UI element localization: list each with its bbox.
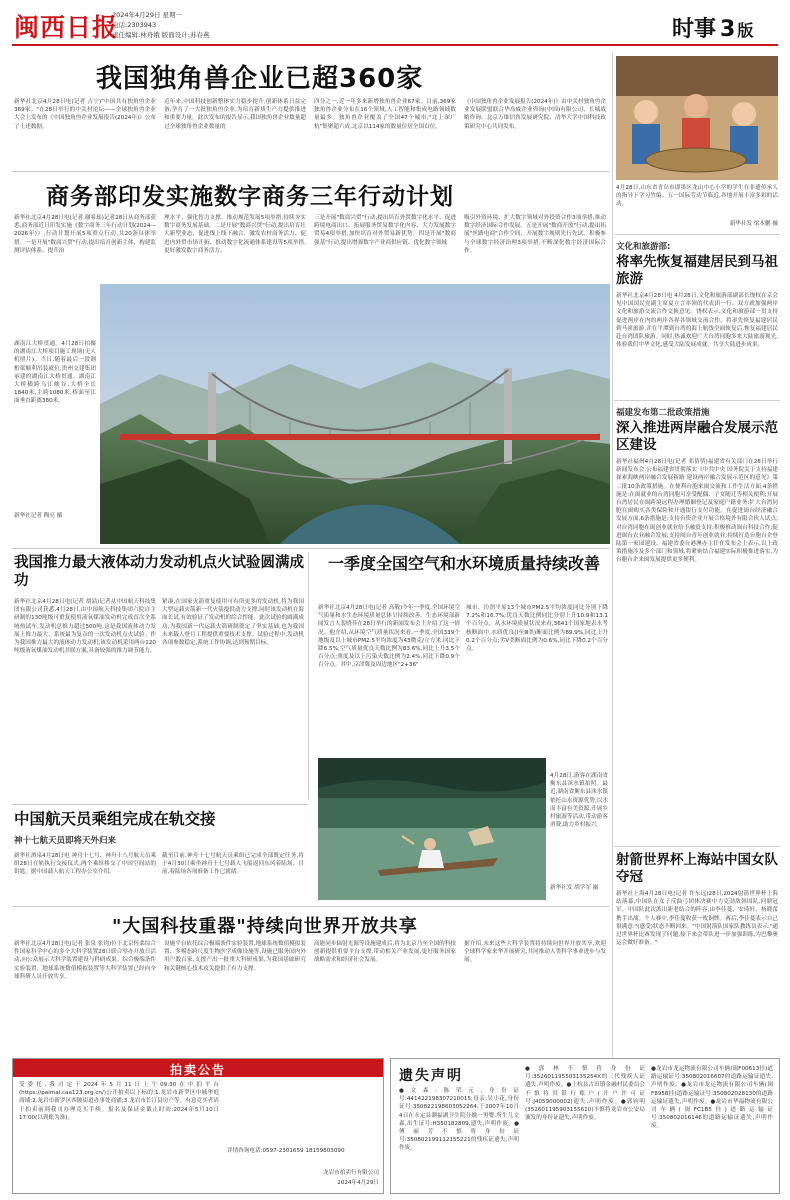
- commerce-col-1: 新华社北京4月28日电(记者 谢希瑶)记者28日从商务部获悉,商务部近日印发实施《数字商务三年行动计划(2024—2026年)》,行动计划开展5项重点行动,共20条具体举措。一是开展"数商兴贸"行动,提出培育创新主体、构建监测评估体系、提升治: [14, 215, 156, 254]
- space-col-2: 截至目前,神舟十七号航天员乘组已完成全部既定任务,将于4月30日乘坐神舟十七号载人飞船返回东风着陆场。目前,着陆场各项准备工作已就绪。: [162, 853, 304, 876]
- lost-notice: [390, 1058, 780, 1194]
- lake-photo: [318, 758, 546, 900]
- lost-col-1: ●文森:陈荣元,身份证号:441422198307210015;母亲:吴小花,身份证号:350822198603052264,于2007年10月4日在永定县潮福湖卫生院分娩一男婴,所生儿文森,出生证号:H350182809,遗失,声明作废。●傅丽芳不慎将身份证号:350802199112155221的残疾证遗失,声明作废。: [399, 1088, 519, 1152]
- headline-engine: 我国推力最大液体动力发动机点火试验圆满成功: [14, 555, 304, 590]
- masthead-phone: 电话:2303943: [112, 21, 157, 29]
- children-weaving-illustration: [616, 56, 778, 180]
- auction-body: 受委托,我司定于2024年5月11日上午09:30在中拍平台(https://paimai.caa123.org.cn/)公开拍卖以下标的:1.龙岩市新罗区中城华庭商铺;2.龙岩市新罗区西陂街道办事处商铺;3.龙岩市长汀县房产等。有意竞买者请于拍卖前到我司办理竞买手续。报名及保证金截止时间:2024年5月10日17:00(以到账为准)。: [19, 1082, 219, 1121]
- unicorn-col-2: 近年来,中国科技创新整体实力稳步提升,创新体系日益完备,孕育了一大批独角兽企业,为培育新质生产力提供推进和重要力量。此次发布的报告显示,我国独角兽企业数量超过全球独角兽企业数量的: [164, 99, 306, 130]
- science-col-3: 高能同步辐射光源等设施建成后,将为北京乃至全国的科技创新提供重要平台支撑,带动相关产业发展,更好服务国家战略需求和经济社会发展。: [314, 941, 456, 964]
- headline-commerce: 商务部印发实施数字商务三年行动计划: [46, 184, 454, 210]
- masthead-rule: [12, 44, 778, 46]
- column-divider: [308, 552, 309, 800]
- air-col-2: 城市、汾渭平原13个城市PM2.5平均浓度同比分别下降7.2%和16.7%;优良天数比例同比分别上升10.9和13.1个百分点。从水环境质量状况来看,3641个国家地表水考核断面中,水质优良(Ⅰ至Ⅲ类)断面比例为89.9%,同比上升0.2个百分点;劣Ⅴ类断面比例为0.6%,同比下降0.2个百分点。: [466, 605, 608, 653]
- lost-title: 遗失声明: [399, 1068, 463, 1084]
- kicker-crossstrait: 福建发布第二批政策措施: [616, 408, 710, 418]
- column-divider: [612, 52, 613, 1057]
- commerce-col-4: 吸引外资环境、扩大数字领域对外投资合作3项举措,推动数字经济国际合作发展。五是开展"数商开放"行动,提出拓展"丝路电商"合作空间、开展数字规则先行先试、积极参与全球数字经济治理3项举措,不断深化数字经济国际合作。: [464, 215, 606, 254]
- lost-col-2: ●郭林不慎将身份证号:352601195503135254X的三代残疾人证遗失,声明作废。●上杭县古田镇金融村民委员会不慎将其银行账户(开户许可证号:J4059000002)遗失,声明作废。●郭钧明(352601195903155610)不慎将龙岩市公安局颁发的身份证遗失,声明作废。: [525, 1066, 645, 1122]
- masthead-date: 2024年4月29日 星期一: [112, 11, 183, 19]
- auction-title: 拍卖公告: [169, 1063, 226, 1077]
- crossstrait-body: 新华社福州4月28日电(记者 邓倩倩)福建省有关部门在28日举行新闻发布会,公布福建省贯彻落实《中共中央 国务院关于支持福建探索海峡两岸融合发展新路 建设两岸融合发展示范区的意见》第二批10条政策措施。在便利台胞来闽交流和工作生活方面,4条措施是:在闽就业的台湾同胞可享受配偶、子女随迁等相关便利;开展台湾居民在闽跨境远程办理婚姻登记及家庭户籍业务;扩大台湾同胞在闽购买各类保险和开通银行支付功能。在促进闽台经济融合发展方面,6条措施是:支持台资企业开展合格境外有限合伙人试点;对台湾同胞在闽创业就业给予融资支持;积极推动闽台科技合作;促进闽台农业融合发展;支持闽台青年创业就业;持续打造台胞台企登陆第一家园建设。福建省委台港澳办主任在发布会上表示,以上政策措施涉及多个部门和领域,将紧密结合福建实际积极推进落实,为台胞台企来闽发展提供更多便利。: [616, 459, 778, 564]
- bridge-illustration: [100, 284, 610, 544]
- science-col-2: 设施平台依托综合极端条件实验装置,地球系统数值模拟装置、多模态跨尺度生物医学成像设施等,设施已服务国内外用户数百家,支撑产出一批重大科研成果,为我国基础研究和关键核心技术攻关提供了有力支撑。: [164, 941, 306, 972]
- divider: [614, 400, 780, 401]
- commerce-col-3: 三是开展"数商兴贸"行动,提出培育外贸数字化水平、促进跨境电商出口、拓展服务贸易数字化内容、大力发展数字贸易4项举措,加快培育对外贸易新优势。四是开展"数商强基"行动,提出增强数字产业商供应链、优化数字领域: [314, 215, 456, 246]
- lake-caption: 4月28日,游客在湖南省衡东县洣水镇拍照。最近,湖南省衡东县洣水镇依托山水资源优势,以水而丰富有美资源,开展乡村旅游等活动,带动游客消费,助力乡村振兴。: [550, 773, 608, 829]
- headline-tourism: 将率先恢复福建居民到马祖旅游: [616, 254, 778, 287]
- tourism-body: 新华社北京4月28日电 4月28日,文化和旅游部副部长饶权在京会见中国国民党副主席夏立言率领的代表团一行。双方就加强两岸文化和旅游交流合作交换意见。饶权表示,文化和旅游部一贯支持促进两岸在内的两岸各界各领域交流合作。将率先恢复福建居民到马祖旅游,并在平潭到台湾的海上航线全面恢复后,恢复福建居民赴台湾团队旅游。同时,热诚欢迎广大台湾同胞多来大陆旅游观光,体验我们中华文化,感受大陆发展成就。共享大陆进步成果。: [616, 293, 778, 349]
- headline-crossstrait: 深入推进两岸融合发展示范区建设: [616, 420, 778, 453]
- subhead-space: 神十七航天员即将天外归来: [14, 836, 117, 846]
- auction-company: 龙岩市拍卖行有限公司: [323, 1170, 379, 1176]
- section-name: 时事: [672, 17, 717, 42]
- children-caption: 4月28日,山东省青岛市即墨区龙山中心小学的学生在非遗传承人的指导下学习竹编。五一国际劳动节临近,各地开展丰富多彩的活动。: [616, 185, 778, 208]
- headline-archery: 射箭世界杯上海站中国女队夺冠: [616, 852, 778, 885]
- page-unit: 版: [737, 21, 754, 40]
- air-col-1: 新华社北京4月28日电(记者 高敬)今年一季度,全国环境空气质量和水生态环境质量总体呈持续改善。生态环境部新闻发言人裴晓菲在28日举行的新闻发布会上介绍了这一情况。他介绍,从环境空气质量状况来看,一季度,全国339个地级及以上城市PM2.5平均浓度为43微克/立方米,同比下降6.5%;空气质量优良天数比例为83.6%,同比上升3.5个百分点;重度及以上污染天数比例为2.4%,同比下降0.9个百分点。其中,京津冀及周边地区"2+36": [318, 605, 460, 669]
- space-col-1: 新华社酒泉4月28日电 神舟十七号、神舟十八号航天员乘组28日在轨执行交接仪式,两个乘组移交了中国空间站的钥匙。据中国载人航天工程办公室介绍,: [14, 853, 156, 876]
- unicorn-col-3: 四分之一,近一年多来新增独角兽企业67家。目前,369家独角兽企业分布在16个领域,人工智能和集成电路领域数量最多。独角兽企业覆盖了全国47个城市,"北上深广杭"集聚超六成,北京以114家的数量位居全国首位。: [314, 99, 456, 130]
- headline-unicorn: 我国独角兽企业已超360家: [96, 64, 424, 94]
- divider: [12, 171, 610, 172]
- children-credit: 新华社发 梁本鹏 摄: [729, 221, 778, 227]
- engine-col-1: 新华社北京4月28日电(记者 胡喆)记者从中国航天科技集团有限公司获悉,4月28日,由中国航天科技集团六院自主研制的130吨级可重复使用液氧煤油发动机完成首次全系统热试车,发动机总推力超过500吨,这是我国液体动力发展上推力最大、系统最为复杂的一次发动机点火试验。作为我国推力最大的液体动力发动机,该发动机采用两台120吨级液氧煤油发动机并联方案,具备较强的推力调节能力。: [14, 599, 156, 655]
- lake-illustration: [318, 758, 546, 900]
- masthead-editor: 责任编辑:林舟娥 版面设计:苏春燕: [112, 31, 210, 39]
- archery-body: 新华社上海4月28日电(记者 许东远)28日,2024射箭世界杯上海站落幕,中国队在女子反曲弓团体决赛中力克劲敌韩国队,问鼎冠军。中国队此次派出新老结合的阵容,由李佳蔓、安琦轩、杨晓蕾携手出战。个人赛中,李佳蔓收获一枚铜牌。赛后,李佳蔓表示自己很满意:"(感受)状态不断回来。"中国射箭队国家队教练员表示:"通过世界杯比赛发现了问题,接下来会带队进一步加强训练,为巴黎奥运会做好准备。": [616, 891, 778, 947]
- engine-col-2: 紧凑,在国家火箭重复使用可有所更多的发动机,将为我国大型运载火箭新一代火箭提供动力支撑,同时该发动机在海面长试,有效验证了发动机的综合性能。此次试验的圆满成功,为我国新一代运载火箭研制奠定了坚实基础,也为我国未来载人登月工程提供重要技术支撑。试验过程中,发动机各项参数稳定,系统工作协调,达到预期目标。: [162, 599, 304, 647]
- divider: [12, 804, 308, 805]
- divider: [614, 234, 780, 235]
- divider: [12, 906, 610, 907]
- commerce-col-2: 理水平、强化智力支撑、推动规范发展5项举措,持续夯实数字商务发展基础。二是开展"数商兴贸"行动,提出培育壮大新型业态、促进线上线下融合、激发农村商务活力、促进内外贸市场开拓、推动数字化流通体系建设等5项举措,更好激发数字商务活力。: [164, 215, 306, 254]
- bridge-photo: [100, 284, 610, 544]
- kicker-tourism: 文化和旅游部:: [616, 242, 671, 252]
- children-photo: [616, 56, 778, 180]
- divider: [12, 548, 610, 549]
- auction-contact: 详情咨询电话:0597-2301659 18159803090: [227, 1148, 345, 1154]
- auction-date: 2024年4月29日: [337, 1180, 379, 1186]
- lost-col-3: ●龙岩市龙运物流有限公司车辆(闽F00613挂)道路运输证号:350802016607的道路运输证遗失,声明作废。●龙岩市龙运物流有限公司车辆(闽F8958挂)道路运输证号:350802028130的道路运输证遗失,声明作废。●龙岩市华福物流有限公司车辆(闽FC1B5挂)道路运输证号:350802016146的道路运输证遗失,声明作废。: [651, 1066, 773, 1130]
- science-col-1: 新华社北京4月28日电(记者 张泉 张钧)位于北京怀柔综合性国家科学中心的多个大科学装置28日联合举办开放日活动,向公众展示大科学装置建设与科研成果。综合极端条件实验装置、地球系统数值模拟装置等大科学装置已经向全球科研人员开放共享。: [14, 941, 156, 980]
- unicorn-col-4: 《中国独角兽企业发展报告(2024年)》由中关村独角兽企业发展联盟联合华岛威企业咨询(中国)有限公司、长城战略咨询、北京万维信咨发展研究院、清华大学中国科技政策研究中心共同发布。: [464, 99, 606, 130]
- headline-science: "大国科技重器"持续向世界开放共享: [112, 916, 418, 937]
- lake-credit: 新华社发 胡学军 摄: [550, 885, 599, 891]
- science-col-4: 据介绍,未来这些大科学装置将持续向世界开放共享,欢迎全球科学家来华开展研究,共同推动人类科学事业进步与发展。: [464, 941, 606, 964]
- bridge-side-caption: 湖南江大桥贯通。4月28日拍摄的湖南江大桥项目施工现场(无人机照片)。当日,随着最后一段钢桁梁顺利吊装就位,贵州交建集团承建的湖南江大桥贯通。湖南江大桥横跨乌江峡谷,大桥全长1840米,主跨1080米,桥面至江面垂直距离380米。: [14, 341, 96, 405]
- newspaper-logo: 闽西日报: [14, 13, 119, 42]
- headline-air: 一季度全国空气和水环境质量持续改善: [327, 554, 600, 573]
- auction-notice: [12, 1058, 384, 1194]
- divider: [614, 846, 780, 847]
- page-number: 3: [720, 17, 736, 42]
- masthead: [0, 0, 790, 46]
- bridge-side-credit: 新华社记者 陶亮 摄: [14, 513, 63, 519]
- section-title: [672, 12, 753, 43]
- headline-space: 中国航天员乘组完成在轨交接: [14, 810, 216, 828]
- unicorn-col-1: 新华社北京4月28日电(记者 吉宁)"中国共有独角兽企业369家。"在28日举行的中关村论坛——全球独角兽企业大会上发布的《中国独角兽企业发展报告(2024年)》公布了上述数据。: [14, 99, 156, 130]
